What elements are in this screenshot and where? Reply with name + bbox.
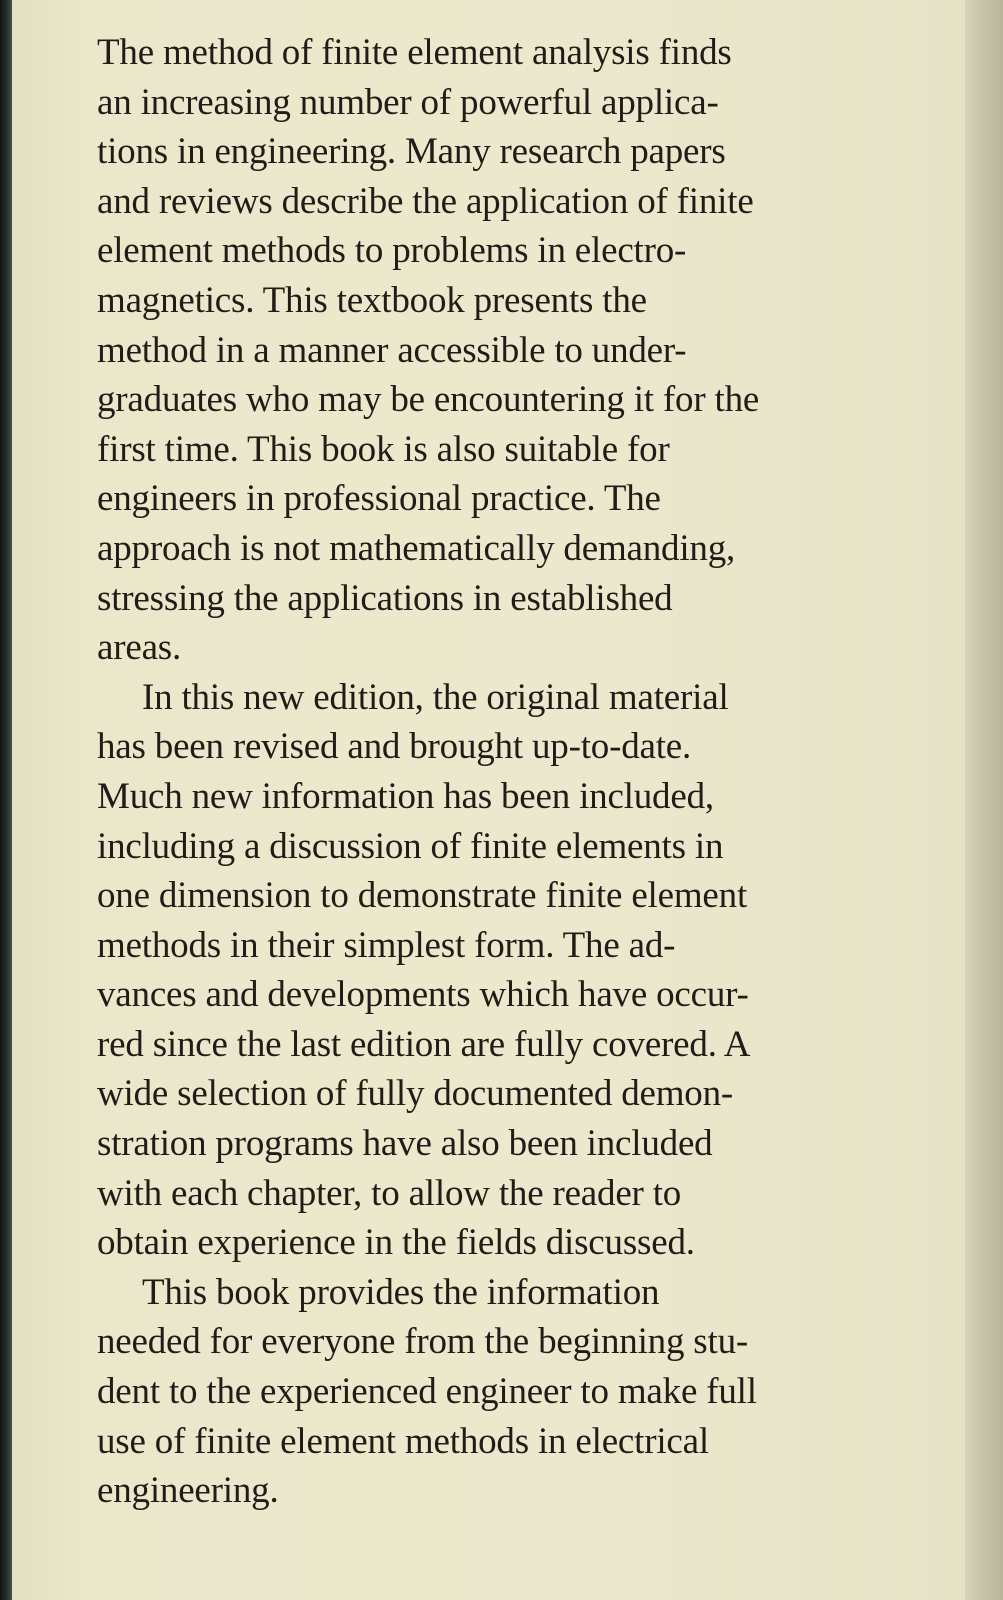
blurb-line: element methods to problems in electro- bbox=[97, 230, 687, 272]
blurb-line: and reviews describe the application of finite bbox=[97, 180, 754, 222]
book-spine-edge bbox=[0, 0, 12, 1600]
blurb-line: an increasing number of powerful applica- bbox=[97, 81, 719, 123]
blurb-line: Much new information has been included, bbox=[97, 775, 714, 817]
back-cover-blurb bbox=[97, 28, 917, 1516]
blurb-line: with each chapter, to allow the reader to bbox=[97, 1172, 682, 1214]
book-cover-page bbox=[12, 0, 965, 1600]
blurb-line: needed for everyone from the beginning stu- bbox=[97, 1321, 749, 1363]
blurb-line: dent to the experienced engineer to make full bbox=[97, 1371, 757, 1413]
blurb-line: engineering. bbox=[97, 1470, 279, 1512]
blurb-line: magnetics. This textbook presents the bbox=[97, 279, 647, 321]
blurb-line: stration programs have also been included bbox=[97, 1123, 713, 1165]
blurb-line: In this new edition, the original material bbox=[142, 676, 729, 718]
blurb-line: vances and developments which have occur- bbox=[97, 974, 749, 1016]
blurb-line: one dimension to demonstrate finite element bbox=[97, 875, 748, 917]
blurb-line: obtain experience in the fields discussed. bbox=[97, 1222, 695, 1264]
blurb-line: engineers in professional practice. The bbox=[97, 478, 661, 520]
blurb-line: approach is not mathematically demanding, bbox=[97, 527, 736, 569]
blurb-line: wide selection of fully documented demon- bbox=[97, 1073, 734, 1115]
blurb-line: has been revised and brought up-to-date. bbox=[97, 726, 692, 768]
page-right-edge bbox=[965, 0, 1003, 1600]
blurb-line: stressing the applications in established bbox=[97, 577, 673, 619]
blurb-line: tions in engineering. Many research papers bbox=[97, 131, 726, 173]
blurb-line: use of finite element methods in electrical bbox=[97, 1420, 709, 1462]
blurb-line: areas. bbox=[97, 627, 182, 669]
blurb-line: graduates who may be encountering it for the bbox=[97, 379, 760, 421]
blurb-line: first time. This book is also suitable for bbox=[97, 428, 670, 470]
blurb-line: This book provides the information bbox=[142, 1271, 660, 1313]
blurb-line: The method of finite element analysis finds bbox=[97, 32, 732, 73]
blurb-line: methods in their simplest form. The ad- bbox=[97, 924, 676, 966]
blurb-line: method in a manner accessible to under- bbox=[97, 329, 687, 371]
blurb-line: including a discussion of finite elements in bbox=[97, 825, 724, 867]
blurb-line: red since the last edition are fully covered. A bbox=[97, 1023, 751, 1065]
